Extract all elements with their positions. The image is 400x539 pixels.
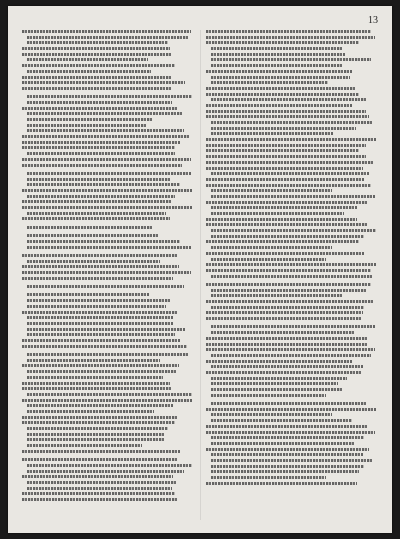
entry-line bbox=[22, 427, 194, 430]
entry-line bbox=[206, 149, 378, 152]
entry-line bbox=[22, 305, 194, 308]
entry-line bbox=[22, 498, 194, 501]
entry-line bbox=[22, 421, 194, 424]
right-column bbox=[206, 30, 378, 487]
entry-line bbox=[22, 30, 194, 33]
entry-line bbox=[206, 388, 378, 391]
entry-line bbox=[206, 76, 378, 79]
entry-line bbox=[22, 438, 194, 441]
entry-line bbox=[22, 152, 194, 155]
entry-line bbox=[22, 164, 194, 167]
entry-line bbox=[22, 364, 194, 367]
entry-line bbox=[22, 376, 194, 379]
entry-line bbox=[206, 53, 378, 56]
entry-line bbox=[206, 459, 378, 462]
entry-line bbox=[206, 436, 378, 439]
document-page bbox=[8, 6, 392, 533]
entry-line bbox=[206, 189, 378, 192]
entry-line bbox=[206, 64, 378, 67]
entry-line bbox=[22, 206, 194, 209]
entry-line bbox=[206, 365, 378, 368]
entry-line bbox=[22, 393, 194, 396]
entry-line bbox=[206, 448, 378, 451]
entry-line bbox=[206, 212, 378, 215]
entry-line bbox=[206, 184, 378, 187]
entry-line bbox=[22, 359, 194, 362]
entry-line bbox=[22, 328, 194, 331]
entry-line bbox=[206, 223, 378, 226]
entry-line bbox=[22, 353, 194, 356]
entry-line bbox=[206, 155, 378, 158]
entry-line bbox=[206, 402, 378, 405]
entry-line bbox=[22, 112, 194, 115]
entry-line bbox=[22, 135, 194, 138]
entry-line bbox=[22, 141, 194, 144]
entry-line bbox=[206, 408, 378, 411]
entry-line bbox=[206, 413, 378, 416]
entry-line bbox=[22, 70, 194, 73]
entry-line bbox=[22, 285, 194, 288]
entry-line bbox=[22, 470, 194, 473]
entry-line bbox=[206, 47, 378, 50]
entry-line bbox=[22, 458, 194, 461]
entry-line bbox=[22, 404, 194, 407]
entry-line bbox=[206, 58, 378, 61]
entry-line bbox=[206, 425, 378, 428]
entry-line bbox=[22, 53, 194, 56]
entry-line bbox=[206, 419, 378, 422]
entry-line bbox=[22, 189, 194, 192]
entry-line bbox=[206, 371, 378, 374]
entry-line bbox=[206, 311, 378, 314]
entry-line bbox=[22, 95, 194, 98]
entry-line bbox=[22, 146, 194, 149]
entry-line bbox=[206, 431, 378, 434]
entry-line bbox=[22, 433, 194, 436]
entry-line bbox=[206, 195, 378, 198]
entry-line bbox=[206, 442, 378, 445]
entry-line bbox=[22, 76, 194, 79]
entry-line bbox=[206, 289, 378, 292]
entry-line bbox=[22, 316, 194, 319]
entry-line bbox=[22, 399, 194, 402]
entry-line bbox=[206, 110, 378, 113]
entry-line bbox=[206, 465, 378, 468]
entry-line bbox=[22, 265, 194, 268]
entry-line bbox=[206, 476, 378, 479]
entry-line bbox=[22, 41, 194, 44]
entry-line bbox=[22, 200, 194, 203]
entry-line bbox=[22, 217, 194, 220]
entry-line bbox=[206, 127, 378, 130]
entry-line bbox=[22, 212, 194, 215]
entry-line bbox=[206, 283, 378, 286]
entry-line bbox=[22, 475, 194, 478]
entry-line bbox=[206, 144, 378, 147]
entry-line bbox=[206, 121, 378, 124]
entry-line bbox=[22, 333, 194, 336]
entry-line bbox=[22, 118, 194, 121]
entry-line bbox=[206, 300, 378, 303]
entry-line bbox=[206, 93, 378, 96]
entry-line bbox=[22, 481, 194, 484]
entry-line bbox=[206, 235, 378, 238]
entry-line bbox=[22, 444, 194, 447]
entry-line bbox=[206, 229, 378, 232]
entry-line bbox=[206, 382, 378, 385]
entry-line bbox=[22, 254, 194, 257]
entry-line bbox=[206, 348, 378, 351]
entry-line bbox=[206, 354, 378, 357]
entry-line bbox=[22, 183, 194, 186]
entry-line bbox=[206, 470, 378, 473]
column-divider bbox=[200, 30, 201, 520]
entry-line bbox=[206, 70, 378, 73]
entry-line bbox=[22, 339, 194, 342]
entry-line bbox=[22, 58, 194, 61]
entry-line bbox=[22, 299, 194, 302]
entry-line bbox=[206, 394, 378, 397]
entry-line bbox=[206, 360, 378, 363]
entry-line bbox=[206, 306, 378, 309]
entry-line bbox=[22, 47, 194, 50]
entry-line bbox=[206, 115, 378, 118]
entry-line bbox=[22, 107, 194, 110]
entry-line bbox=[206, 246, 378, 249]
entry-line bbox=[22, 322, 194, 325]
entry-line bbox=[22, 195, 194, 198]
entry-line bbox=[22, 492, 194, 495]
entry-line bbox=[22, 464, 194, 467]
entry-line bbox=[206, 453, 378, 456]
entry-line bbox=[22, 64, 194, 67]
entry-line bbox=[206, 161, 378, 164]
entry-line bbox=[22, 382, 194, 385]
entry-line bbox=[206, 172, 378, 175]
entry-line bbox=[22, 260, 194, 263]
entry-line bbox=[206, 36, 378, 39]
entry-line bbox=[206, 337, 378, 340]
entry-line bbox=[206, 252, 378, 255]
entry-line bbox=[206, 87, 378, 90]
entry-line bbox=[22, 387, 194, 390]
entry-line bbox=[206, 240, 378, 243]
entry-line bbox=[22, 124, 194, 127]
entry-line bbox=[22, 178, 194, 181]
entry-line bbox=[22, 246, 194, 249]
entry-line bbox=[206, 30, 378, 33]
entry-line bbox=[22, 129, 194, 132]
entry-line bbox=[22, 234, 194, 237]
entry-line bbox=[22, 345, 194, 348]
entry-line bbox=[206, 269, 378, 272]
entry-line bbox=[206, 275, 378, 278]
entry-line bbox=[22, 416, 194, 419]
entry-line bbox=[206, 263, 378, 266]
entry-line bbox=[206, 325, 378, 328]
entry-line bbox=[22, 271, 194, 274]
entry-line bbox=[22, 370, 194, 373]
page-number: 13 bbox=[368, 15, 378, 26]
entry-line bbox=[22, 410, 194, 413]
entry-line bbox=[206, 178, 378, 181]
entry-line bbox=[22, 293, 194, 296]
entry-line bbox=[206, 104, 378, 107]
entry-line bbox=[206, 201, 378, 204]
entry-line bbox=[22, 240, 194, 243]
entry-line bbox=[22, 81, 194, 84]
entry-line bbox=[206, 317, 378, 320]
entry-line bbox=[22, 226, 194, 229]
entry-line bbox=[206, 331, 378, 334]
entry-line bbox=[206, 343, 378, 346]
entry-line bbox=[22, 36, 194, 39]
entry-line bbox=[206, 294, 378, 297]
entry-line bbox=[22, 487, 194, 490]
entry-line bbox=[206, 81, 378, 84]
entry-line bbox=[22, 450, 194, 453]
entry-line bbox=[206, 132, 378, 135]
entry-line bbox=[206, 482, 378, 485]
entry-line bbox=[206, 377, 378, 380]
entry-line bbox=[22, 101, 194, 104]
entry-line bbox=[22, 87, 194, 90]
entry-line bbox=[206, 138, 378, 141]
entry-line bbox=[206, 218, 378, 221]
entry-line bbox=[206, 206, 378, 209]
entry-line bbox=[22, 172, 194, 175]
entry-line bbox=[22, 158, 194, 161]
entry-line bbox=[206, 167, 378, 170]
entry-line bbox=[206, 98, 378, 101]
entry-line bbox=[22, 277, 194, 280]
entry-line bbox=[206, 258, 378, 261]
entry-line bbox=[22, 311, 194, 314]
left-column bbox=[22, 30, 194, 504]
entry-line bbox=[206, 41, 378, 44]
